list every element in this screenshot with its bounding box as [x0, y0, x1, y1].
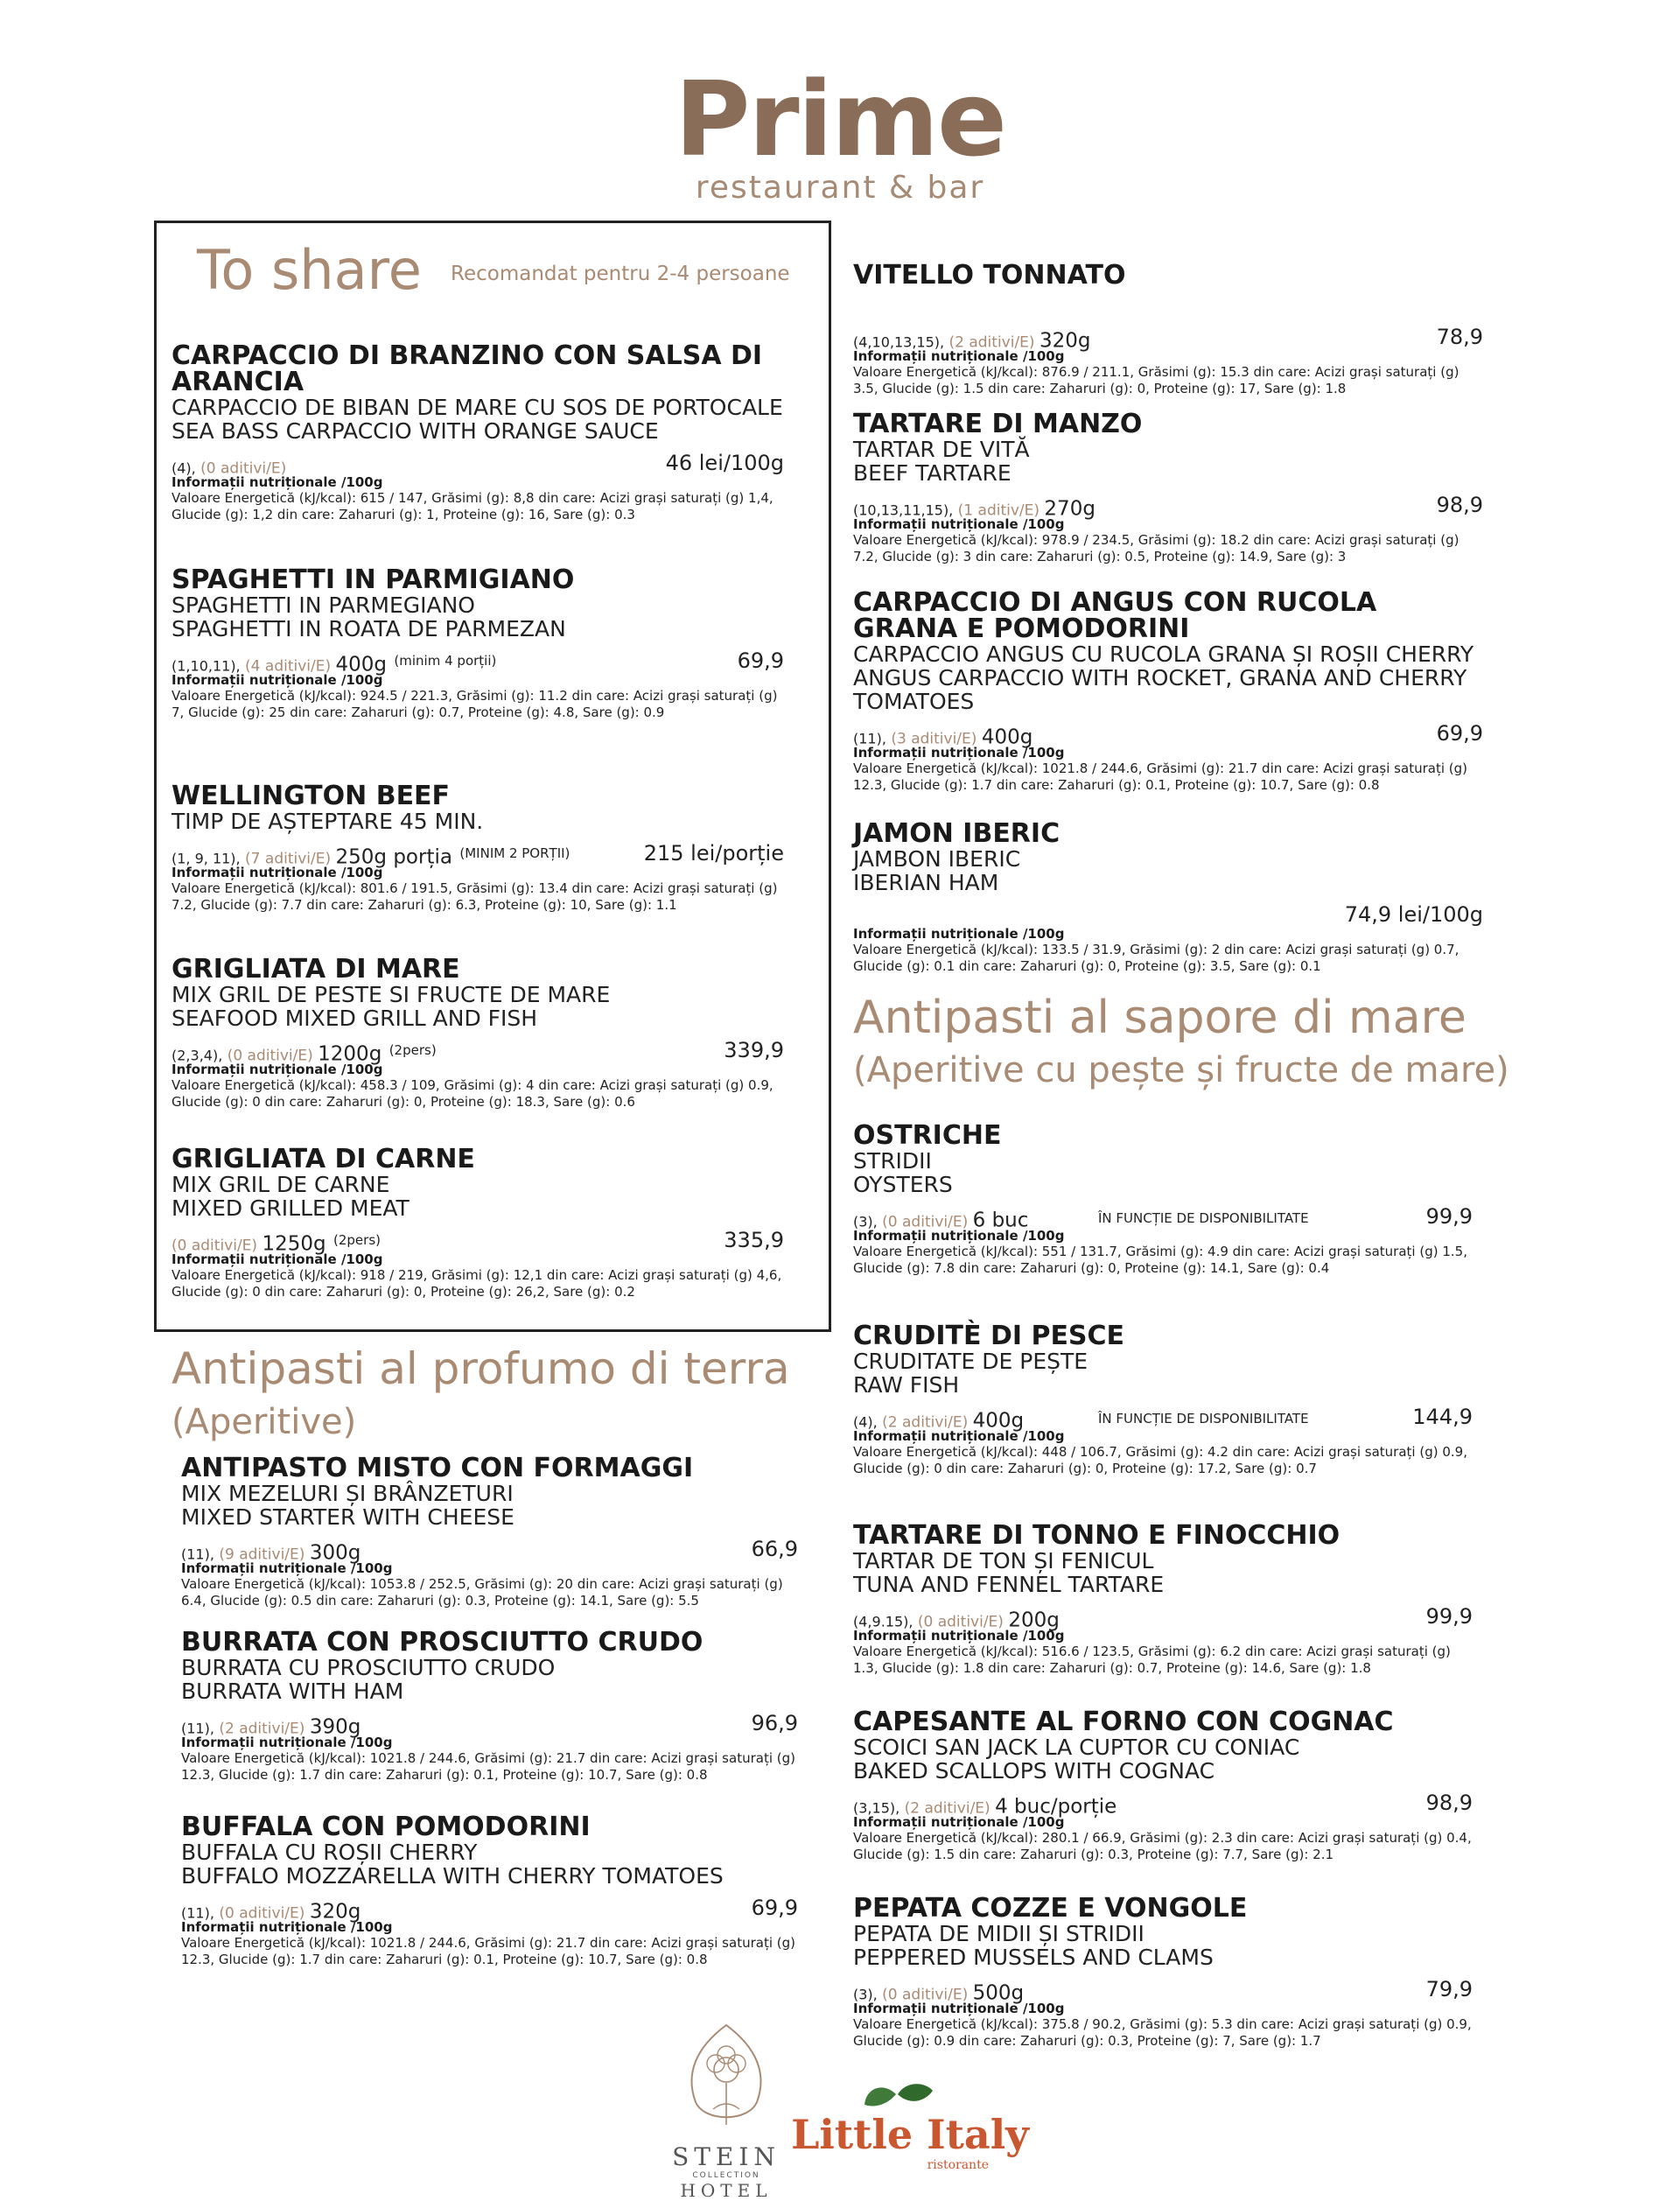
item-nutrition: Valoare Energetică (kJ/kcal): 375.8 / 90.2, Grăsimi (g): 5.3 din care: Acizi grași saturați (g) 0.9, Glucide (g): 0.9 din care: Zaharuri (g): 0.3, Proteine (g): 7, Sare (g): 1.7: [853, 2016, 1472, 2049]
item-nutrition: Valoare Energetică (kJ/kcal): 801.6 / 191.5, Grăsimi (g): 13.4 din care: Acizi grași saturați (g) 7.2, Glucide (g): 7.7 din care: Zaharuri (g): 6.3, Proteine (g): 10, Sare (g): 1.1: [172, 880, 778, 913]
item-meta: [172, 1038, 784, 1066]
item-name: PEPATA COZZE E VONGOLE: [853, 1893, 1248, 1924]
item-translation-line: TARTAR DE TON ȘI FENICUL: [853, 1548, 1154, 1574]
item-translation-line: CRUDITATE DE PEȘTE: [853, 1349, 1088, 1374]
to-share-hint: Recomandat pentru 2-4 persoane: [451, 263, 790, 285]
item-name: GRIGLIATA DI CARNE: [172, 1144, 475, 1174]
item-nutrition-header: Informații nutriționale /100g: [853, 745, 1065, 761]
item-name: CAPESANTE AL FORNO CON COGNAC: [853, 1707, 1394, 1737]
item-translations: [172, 396, 784, 443]
item-name: VITELLO TONNATO: [853, 260, 1126, 291]
item-weight: 270g: [1044, 497, 1096, 521]
item-name: TARTARE DI MANZO: [853, 409, 1143, 439]
item-nutrition: Valoare Energetică (kJ/kcal): 1021.8 / 244.6, Grăsimi (g): 21.7 din care: Acizi grași saturați (g) 12.3, Glucide (g): 1.7 din care: Zaharuri (g): 0.1, Proteine (g): 10.7, Sare (g): 0.8: [181, 1750, 795, 1783]
item-translation-line: SEAFOOD MIXED GRILL AND FISH: [172, 1006, 538, 1031]
item-translation-line: OYSTERS: [853, 1172, 953, 1197]
item-meta: [172, 841, 784, 869]
item-meta: [181, 1537, 798, 1565]
item-allergen-codes: (11),: [181, 1904, 214, 1922]
item-price: 74,9 lei/100g: [1344, 902, 1483, 927]
item-meta: [172, 451, 784, 478]
item-price: 69,9: [737, 648, 784, 673]
item-allergen-codes: (11),: [181, 1546, 214, 1563]
item-translation-line: ANGUS CARPACCIO WITH ROCKET, GRANA AND CHERRY TOMATOES: [853, 665, 1467, 714]
item-price: 339,9: [724, 1038, 784, 1062]
menu-item: [853, 818, 1483, 975]
stein-hotel: HOTEL: [680, 2180, 773, 2201]
to-share-title: To share: [197, 238, 422, 302]
item-translations: [853, 1549, 1473, 1596]
item-meta: [853, 903, 1483, 926]
item-nutrition-header: Informații nutriționale /100g: [853, 1228, 1065, 1244]
item-allergen-codes: (4),: [172, 459, 196, 477]
item-additives: (0 aditivi/E): [917, 1613, 1004, 1631]
item-nutrition-header: Informații nutriționale /100g: [853, 1428, 1065, 1444]
item-additives: (2 aditivi/E): [948, 333, 1035, 352]
item-weight: 200g: [1008, 1609, 1060, 1632]
item-price: 215 lei/porție: [643, 841, 784, 866]
item-translation-line: IBERIAN HAM: [853, 870, 999, 895]
item-weight: 400g: [335, 653, 388, 676]
item-meta: [853, 1204, 1473, 1232]
item-translation-line: BUFFALO MOZZARELLA WITH CHERRY TOMATOES: [181, 1863, 724, 1889]
item-additives: (1 aditiv/E): [957, 501, 1040, 520]
item-additives: (0 aditivi/E): [200, 459, 287, 478]
item-additives: (7 aditivi/E): [245, 850, 332, 868]
item-meta: [853, 1405, 1473, 1433]
item-translations: [853, 438, 1483, 485]
item-allergen-codes: (1, 9, 11),: [172, 850, 241, 867]
item-translation-line: CARPACCIO ANGUS CU RUCOLA GRANA ȘI ROȘII CHERRY: [853, 641, 1474, 667]
menu-item: [853, 1120, 1473, 1277]
item-allergen-codes: (3,15),: [853, 1799, 900, 1817]
brand-tagline: restaurant & bar: [695, 170, 985, 206]
item-nutrition-header: Informații nutriționale /100g: [853, 348, 1065, 364]
item-additives: (0 aditivi/E): [219, 1904, 305, 1923]
item-name: BUFFALA CON POMODORINI: [181, 1812, 591, 1842]
little-italy-sub: ristorante: [927, 2158, 989, 2172]
item-nutrition: Valoare Energetică (kJ/kcal): 516.6 / 123.5, Grăsimi (g): 6.2 din care: Acizi grași saturați (g) 1.3, Glucide (g): 1.8 din care: Zaharuri (g): 0.7, Proteine (g): 14.6, Sare (g): 1.8: [853, 1644, 1451, 1676]
item-nutrition-header: Informații nutriționale /100g: [172, 1251, 383, 1267]
item-price: 78,9: [1436, 325, 1483, 349]
menu-item: [172, 954, 784, 1111]
little-italy-logo: [788, 2083, 1032, 2172]
item-note: (2pers): [388, 1042, 437, 1058]
little-italy-name: Little Italy: [791, 2111, 1029, 2158]
menu-item: [181, 1814, 798, 1968]
basil-leaves-icon: [858, 2078, 936, 2113]
item-additives: (4 aditivi/E): [245, 657, 332, 676]
terra-title: Antipasti al profumo di terra: [172, 1343, 790, 1394]
item-nutrition: Valoare Energetică (kJ/kcal): 615 / 147, Grăsimi (g): 8,8 din care: Acizi grași saturați (g) 1,4, Glucide (g): 1,2 din care: Zaharuri (g): 1, Proteine (g): 16, Sare (g): 0.3: [172, 490, 774, 522]
item-translations: [172, 593, 784, 641]
item-translation-line: MIX MEZELURI ȘI BRÂNZETURI: [181, 1481, 514, 1506]
menu-item: [853, 1323, 1473, 1477]
item-translation-line: MIX GRIL DE PESTE SI FRUCTE DE MARE: [172, 982, 611, 1007]
item-translation-line: TARTAR DE VITĂ: [853, 437, 1030, 462]
item-translation-line: SPAGHETTI IN PARMEGIANO: [172, 592, 475, 618]
item-weight: 500g: [972, 1981, 1025, 2005]
item-nutrition-header: Informații nutriționale /100g: [172, 672, 383, 688]
item-meta: [853, 1977, 1473, 2005]
item-price: 98,9: [1436, 493, 1483, 517]
item-meta: [181, 1896, 798, 1924]
item-allergen-codes: (10,13,11,15),: [853, 501, 954, 519]
menu-item: [172, 340, 784, 523]
item-allergen-codes: (3),: [853, 1213, 878, 1230]
item-translation-line: TIMP DE AȘTEPTARE 45 MIN.: [172, 809, 484, 834]
item-availability: ÎN FUNCȚIE DE DISPONIBILITATE: [1098, 1210, 1309, 1226]
item-nutrition: Valoare Energetică (kJ/kcal): 448 / 106.7, Grăsimi (g): 4.2 din care: Acizi grași saturați (g) 0.9, Glucide (g): 0 din care: Zaharuri (g): 0, Proteine (g): 17.2, Sare (g): 0.7: [853, 1444, 1467, 1476]
item-additives: (0 aditivi/E): [882, 1213, 969, 1231]
item-additives: (0 aditivi/E): [882, 1986, 969, 2004]
item-translations: [853, 642, 1483, 713]
item-nutrition: Valoare Energetică (kJ/kcal): 876.9 / 211.1, Grăsimi (g): 15.3 din care: Acizi grași saturați (g) 3.5, Glucide (g): 1.5 din care: Zaharuri (g): 0, Proteine (g): 17, Sare (g): 1.8: [853, 364, 1460, 396]
item-nutrition-header: Informații nutriționale /100g: [853, 1814, 1065, 1830]
item-weight: 320g: [309, 1900, 361, 1924]
item-translations: [853, 1149, 1473, 1196]
item-nutrition: Valoare Energetică (kJ/kcal): 1021.8 / 244.6, Grăsimi (g): 21.7 din care: Acizi grași saturați (g) 12.3, Glucide (g): 1.7 din care: Zaharuri (g): 0.1, Proteine (g): 10.7, Sare (g): 0.8: [853, 761, 1467, 793]
item-price: 69,9: [751, 1896, 798, 1920]
item-weight: 320g: [1039, 329, 1091, 353]
item-meta: [853, 325, 1483, 353]
item-translation-line: BEEF TARTARE: [853, 460, 1012, 486]
item-name: TARTARE DI TONNO E FINOCCHIO: [853, 1520, 1340, 1551]
item-nutrition-header: Informații nutriționale /100g: [172, 865, 383, 880]
item-weight: 390g: [309, 1715, 361, 1739]
item-allergen-codes: (2,3,4),: [172, 1047, 223, 1064]
item-translation-line: RAW FISH: [853, 1372, 960, 1398]
item-nutrition-header: Informații nutriționale /100g: [181, 1560, 393, 1576]
menu-item: [181, 1455, 798, 1609]
item-note: (minim 4 porții): [394, 653, 497, 669]
item-meta: [853, 1791, 1473, 1819]
item-nutrition: Valoare Energetică (kJ/kcal): 133.5 / 31.9, Grăsimi (g): 2 din care: Acizi grași saturați (g) 0.7, Glucide (g): 0.1 din care: Zaharuri (g): 0, Proteine (g): 3.5, Sare (g): 0.1: [853, 942, 1460, 974]
item-translation-line: SEA BASS CARPACCIO WITH ORANGE SAUCE: [172, 418, 659, 444]
item-meta: [853, 1604, 1473, 1632]
item-nutrition-header: Informații nutriționale /100g: [172, 1062, 383, 1077]
item-additives: (9 aditivi/E): [219, 1546, 305, 1564]
item-translation-line: SPAGHETTI IN ROATA DE PARMEZAN: [172, 616, 566, 641]
item-translation-line: BURRATA WITH HAM: [181, 1679, 404, 1704]
item-name: GRIGLIATA DI MARE: [172, 954, 460, 985]
item-meta: [853, 493, 1483, 521]
item-translations: [853, 1349, 1473, 1397]
item-additives: (2 aditivi/E): [219, 1720, 305, 1738]
item-translations: [181, 1482, 798, 1529]
item-translation-line: STRIDII: [853, 1148, 932, 1174]
item-meta: [172, 1228, 784, 1256]
item-nutrition-header: Informații nutriționale /100g: [172, 474, 383, 490]
mare-title: Antipasti al sapore di mare: [853, 992, 1466, 1044]
item-nutrition-header: Informații nutriționale /100g: [853, 2001, 1065, 2016]
terra-subtitle: (Aperitive): [172, 1402, 357, 1442]
item-price: 99,9: [1425, 1604, 1473, 1629]
item-additives: (2 aditivi/E): [882, 1413, 969, 1432]
item-nutrition: Valoare Energetică (kJ/kcal): 1021.8 / 244.6, Grăsimi (g): 21.7 din care: Acizi grași saturați (g) 12.3, Glucide (g): 1.7 din care: Zaharuri (g): 0.1, Proteine (g): 10.7, Sare (g): 0.8: [181, 1935, 795, 1967]
item-name: CARPACCIO DI ANGUS CON RUCOLA GRANA E POMODORINI: [853, 587, 1377, 644]
item-translation-line: MIXED STARTER WITH CHEESE: [181, 1504, 514, 1530]
item-allergen-codes: (3),: [853, 1986, 878, 2003]
item-price: 335,9: [724, 1228, 784, 1252]
item-note: (MINIM 2 PORȚII): [459, 845, 570, 861]
item-nutrition: Valoare Energetică (kJ/kcal): 1053.8 / 252.5, Grăsimi (g): 20 din care: Acizi grași saturați (g) 6.4, Glucide (g): 0.5 din care: Zaharuri (g): 0.3, Proteine (g): 14.1, Sare (g): 5.5: [181, 1576, 783, 1609]
item-nutrition: Valoare Energetică (kJ/kcal): 551 / 131.7, Grăsimi (g): 4.9 din care: Acizi grași saturați (g) 1.5, Glucide (g): 7.8 din care: Zaharuri (g): 0, Proteine (g): 14.1, Sare (g): 0.4: [853, 1244, 1467, 1276]
menu-item: [853, 1893, 1473, 2050]
menu-item: [172, 783, 784, 914]
item-weight: 250g porția: [335, 845, 452, 869]
item-nutrition: Valoare Energetică (kJ/kcal): 978.9 / 234.5, Grăsimi (g): 18.2 din care: Acizi grași saturați (g) 7.2, Glucide (g): 3 din care: Zaharuri (g): 0.5, Proteine (g): 14.9, Sare (g): 3: [853, 532, 1460, 564]
menu-item: [853, 1520, 1473, 1677]
item-allergen-codes: (4),: [853, 1413, 878, 1431]
item-nutrition: Valoare Energetică (kJ/kcal): 280.1 / 66.9, Grăsimi (g): 2.3 din care: Acizi grași saturați (g) 0.4, Glucide (g): 1.5 din care: Zaharuri (g): 0.3, Proteine (g): 7.7, Sare (g): 2.1: [853, 1830, 1472, 1862]
item-name: WELLINGTON BEEF: [172, 781, 451, 811]
item-name: JAMON IBERIC: [853, 818, 1060, 849]
item-translation-line: BAKED SCALLOPS WITH COGNAC: [853, 1758, 1215, 1784]
item-translations: [181, 1656, 798, 1703]
item-nutrition: Valoare Energetică (kJ/kcal): 458.3 / 109, Grăsimi (g): 4 din care: Acizi grași saturați (g) 0.9, Glucide (g): 0 din care: Zaharuri (g): 0, Proteine (g): 18.3, Sare (g): 0.6: [172, 1077, 774, 1110]
item-translations: [853, 1735, 1473, 1783]
item-name: CARPACCIO DI BRANZINO CON SALSA DI ARANCIA: [172, 340, 763, 397]
brand-name: Prime: [674, 59, 1006, 179]
item-translation-line: CARPACCIO DE BIBAN DE MARE CU SOS DE PORTOCALE: [172, 395, 783, 420]
item-nutrition: Valoare Energetică (kJ/kcal): 918 / 219, Grăsimi (g): 12,1 din care: Acizi grași saturați (g) 4,6, Glucide (g): 0 din care: Zaharuri (g): 0, Proteine (g): 26,2, Sare (g): 0.2: [172, 1267, 782, 1300]
item-weight: 400g: [972, 1409, 1025, 1433]
item-name: BURRATA CON PROSCIUTTO CRUDO: [181, 1627, 704, 1658]
item-nutrition-header: Informații nutriționale /100g: [853, 516, 1065, 532]
item-translation-line: SCOICI SAN JACK LA CUPTOR CU CONIAC: [853, 1735, 1300, 1760]
item-translation-line: PEPPERED MUSSELS AND CLAMS: [853, 1945, 1214, 1970]
item-weight: 300g: [309, 1541, 361, 1565]
menu-item: [853, 411, 1483, 565]
item-translation-line: BUFFALA CU ROȘII CHERRY: [181, 1840, 478, 1865]
item-nutrition: Valoare Energetică (kJ/kcal): 924.5 / 221.3, Grăsimi (g): 11.2 din care: Acizi grași saturați (g) 7, Glucide (g): 25 din care: Zaharuri (g): 0.7, Proteine (g): 4.8, Sare (g): 0.9: [172, 688, 778, 720]
item-name: CRUDITÈ DI PESCE: [853, 1321, 1125, 1351]
item-translations: [853, 847, 1483, 894]
item-translations: [181, 1840, 798, 1888]
item-name: OSTRICHE: [853, 1120, 1002, 1151]
item-allergen-codes: (4,10,13,15),: [853, 333, 945, 351]
item-additives: (0 aditivi/E): [172, 1237, 258, 1255]
item-weight: 4 buc/porție: [995, 1795, 1117, 1819]
item-translation-line: MIX GRIL DE CARNE: [172, 1172, 390, 1197]
item-translations: [172, 983, 784, 1030]
item-price: 69,9: [1436, 721, 1483, 746]
item-price: 99,9: [1425, 1204, 1473, 1229]
item-nutrition-header: Informații nutriționale /100g: [853, 1628, 1065, 1644]
item-weight: 400g: [981, 725, 1033, 749]
item-name: SPAGHETTI IN PARMIGIANO: [172, 564, 575, 595]
item-allergen-codes: (11),: [181, 1720, 214, 1737]
item-note: (2pers): [333, 1232, 381, 1248]
item-translations: [172, 810, 784, 833]
item-additives: (0 aditivi/E): [227, 1047, 313, 1065]
item-price: 66,9: [751, 1537, 798, 1561]
item-additives: (2 aditivi/E): [904, 1799, 990, 1818]
item-translation-line: BURRATA CU PROSCIUTTO CRUDO: [181, 1655, 556, 1680]
stein-hotel-logo: [669, 2022, 783, 2205]
item-translation-line: PEPATA DE MIDII ȘI STRIDII: [853, 1921, 1144, 1946]
item-meta: [181, 1711, 798, 1739]
item-translations: [853, 1922, 1473, 1969]
mare-subtitle: (Aperitive cu pește și fructe de mare): [853, 1050, 1509, 1090]
menu-item: [172, 1146, 784, 1300]
item-meta: [172, 648, 784, 676]
item-allergen-codes: (4,9.15),: [853, 1613, 914, 1630]
item-nutrition-header: Informații nutriționale /100g: [181, 1919, 393, 1935]
item-weight: 6 buc: [972, 1209, 1029, 1232]
menu-item: [853, 1709, 1473, 1863]
item-availability: ÎN FUNCȚIE DE DISPONIBILITATE: [1098, 1411, 1309, 1426]
item-meta: [853, 721, 1483, 749]
item-nutrition-header: Informații nutriționale /100g: [853, 926, 1065, 942]
item-price: 79,9: [1425, 1977, 1473, 2001]
item-additives: (3 aditivi/E): [891, 730, 977, 748]
lotus-emblem-icon: [678, 2022, 774, 2135]
item-translation-line: TUNA AND FENNEL TARTARE: [853, 1572, 1165, 1597]
item-price: 144,9: [1412, 1405, 1473, 1429]
item-weight: 1200g: [318, 1042, 382, 1066]
stein-collection: COLLECTION: [692, 2171, 760, 2180]
menu-item: [853, 587, 1483, 794]
item-name: ANTIPASTO MISTO CON FORMAGGI: [181, 1453, 694, 1483]
item-allergen-codes: (1,10,11),: [172, 657, 241, 675]
item-allergen-codes: (11),: [853, 730, 886, 747]
menu-item: [172, 564, 784, 721]
item-price: 98,9: [1425, 1791, 1473, 1815]
item-translation-line: MIXED GRILLED MEAT: [172, 1195, 410, 1221]
item-price: 46 lei/100g: [665, 451, 784, 475]
item-price: 96,9: [751, 1711, 798, 1735]
item-nutrition-header: Informații nutriționale /100g: [181, 1735, 393, 1750]
item-weight: 1250g: [262, 1232, 326, 1256]
brand-logo: [665, 59, 1015, 206]
menu-item: [181, 1627, 798, 1784]
stein-name: STEIN: [672, 2142, 780, 2171]
menu-item: [853, 260, 1483, 397]
item-translation-line: JAMBON IBERIC: [853, 846, 1021, 872]
item-translations: [172, 1173, 784, 1220]
